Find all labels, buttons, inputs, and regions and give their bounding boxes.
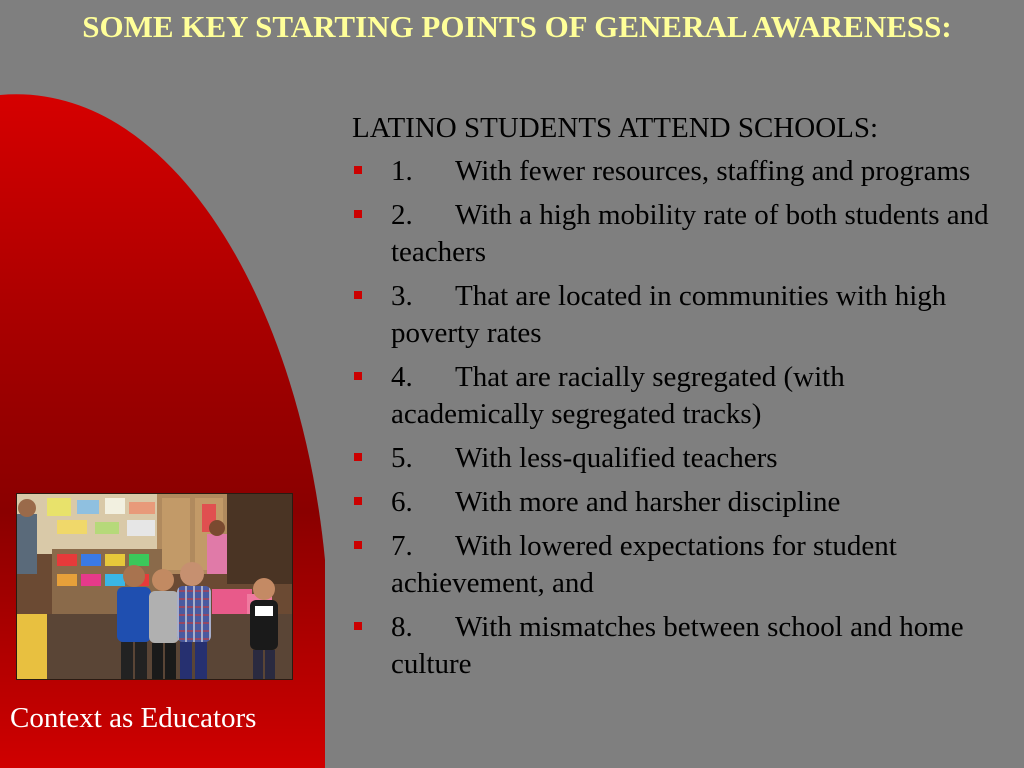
item-text: With a high mobility rate of both students and teachers [391,199,989,268]
list-item [352,153,1002,190]
square-bullet-icon [354,497,362,505]
square-bullet-icon [354,541,362,549]
item-number: 4. [391,361,413,393]
list-item [352,484,1002,521]
list-item [352,278,1002,352]
square-bullet-icon [354,291,362,299]
item-text: That are racially segregated (with academically segregated tracks) [391,361,845,430]
item-number: 3. [391,280,413,312]
square-bullet-icon [354,453,362,461]
footer-caption: Context as Educators [10,702,257,734]
item-text: That are located in communities with high poverty rates [391,280,947,349]
slide-title: SOME KEY STARTING POINTS OF GENERAL AWARENESS: [82,9,952,44]
item-number: 8. [391,611,413,643]
item-text: With more and harsher discipline [455,486,841,518]
classroom-photo-illustration [17,494,292,679]
item-text: With mismatches between school and home culture [391,611,964,680]
square-bullet-icon [354,166,362,174]
item-number: 5. [391,442,413,474]
list-item [352,359,1002,433]
item-number: 2. [391,199,413,231]
square-bullet-icon [354,372,362,380]
classroom-photo [16,493,293,680]
item-text: With less-qualified teachers [455,442,778,474]
list-item [352,528,1002,602]
content-area [352,110,1002,690]
list-item [352,440,1002,477]
item-number: 7. [391,530,413,562]
item-text: With lowered expectations for student achievement, and [391,530,897,599]
square-bullet-icon [354,622,362,630]
list-item [352,609,1002,683]
item-number: 6. [391,486,413,518]
item-number: 1. [391,155,413,187]
item-text: With fewer resources, staffing and programs [455,155,971,187]
bullet-list [352,153,1002,683]
list-heading: LATINO STUDENTS ATTEND SCHOOLS: [352,112,879,144]
square-bullet-icon [354,210,362,218]
list-item [352,197,1002,271]
